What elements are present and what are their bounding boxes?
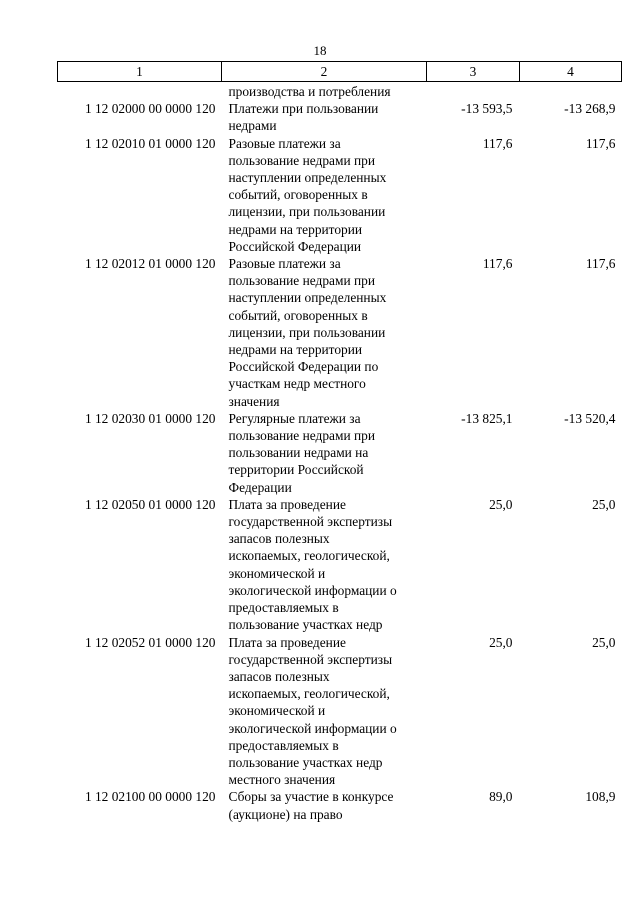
cell-name-line: производства и потребления <box>228 84 391 99</box>
cell-name-line: запасов полезных <box>228 668 330 684</box>
table-body <box>58 82 622 823</box>
cell-name-line: значения <box>228 393 280 409</box>
cell-value-4: 25,0 <box>592 496 616 512</box>
cell-code: 1 12 02000 00 0000 120 <box>84 101 216 117</box>
cell-name-line: ископаемых, геологической, <box>228 686 390 702</box>
cell-name-line: пользование недрами при <box>228 428 375 444</box>
cell-name-line: Российской Федерации <box>228 238 362 254</box>
cell-code <box>58 82 222 101</box>
cell-name-line: пользование недрами при <box>228 152 375 168</box>
cell-code: 1 12 02030 01 0000 120 <box>84 410 216 426</box>
cell-name <box>222 496 427 634</box>
cell-code: 1 12 02052 01 0000 120 <box>84 634 216 650</box>
column-header-3: 3 <box>427 62 520 82</box>
cell-name-line: экологической информации о <box>228 582 397 598</box>
cell-name-line: Регулярные платежи за <box>228 410 361 426</box>
cell-name-line: (аукционе) на право <box>228 806 343 822</box>
cell-value-3: 117,6 <box>482 256 513 272</box>
column-header-4: 4 <box>520 62 622 82</box>
continuation-row <box>58 82 622 101</box>
cell-value-3: -13 825,1 <box>461 410 513 426</box>
cell-name-line: государственной экспертизы <box>228 651 393 667</box>
cell-name-line: пользование участках недр <box>228 617 383 633</box>
cell-name-line: лицензии, при пользовании <box>228 204 386 220</box>
table-row <box>58 788 622 822</box>
cell-name-line: Разовые платежи за <box>228 135 341 151</box>
cell-value-4: -13 520,4 <box>564 410 616 426</box>
cell-value-4: -13 268,9 <box>564 101 616 117</box>
cell-value-3: 89,0 <box>489 789 513 805</box>
table-row <box>58 135 622 255</box>
cell-name <box>222 255 427 410</box>
cell-name <box>222 788 427 822</box>
cell-name-line: Платежи при пользовании <box>228 101 379 117</box>
cell-value-4 <box>520 82 622 101</box>
cell-name-line: наступлении определенных <box>228 290 387 306</box>
cell-name-line: Сборы за участие в конкурсе <box>228 789 394 805</box>
cell-name-line: ископаемых, геологической, <box>228 548 390 564</box>
cell-value-4: 25,0 <box>592 634 616 650</box>
cell-name-line: Плата за проведение <box>228 496 346 512</box>
cell-name <box>222 410 427 496</box>
cell-value-4: 117,6 <box>585 256 616 272</box>
cell-name-line: Федерации <box>228 479 292 495</box>
cell-name-line: предоставляемых в <box>228 600 339 616</box>
table-header-row <box>58 62 622 82</box>
cell-code: 1 12 02010 01 0000 120 <box>84 135 216 151</box>
cell-name <box>222 100 427 134</box>
cell-code: 1 12 02100 00 0000 120 <box>84 789 216 805</box>
cell-name-line: пользование недрами при <box>228 273 375 289</box>
page-number: 18 <box>313 43 327 58</box>
cell-name-line: недрами <box>228 118 277 134</box>
cell-name-line: экологической информации о <box>228 720 397 736</box>
cell-name-line: местного значения <box>228 772 336 788</box>
cell-name-line: запасов полезных <box>228 531 330 547</box>
cell-name-line: предоставляемых в <box>228 737 339 753</box>
cell-name-line: территории Российской <box>228 462 364 478</box>
table-row <box>58 410 622 496</box>
table-row <box>58 496 622 634</box>
cell-name <box>222 135 427 255</box>
cell-value-3: -13 593,5 <box>461 101 513 117</box>
column-header-1: 1 <box>58 62 222 82</box>
cell-name-line: наступлении определенных <box>228 170 387 186</box>
cell-name-line: недрами на территории <box>228 221 363 237</box>
cell-name-line: экономической и <box>228 565 326 581</box>
cell-name-line: лицензии, при пользовании <box>228 324 386 340</box>
cell-name-line: Российской Федерации по <box>228 359 379 375</box>
cell-value-4: 117,6 <box>585 135 616 151</box>
cell-value-3: 117,6 <box>482 135 513 151</box>
cell-code: 1 12 02050 01 0000 120 <box>84 496 216 512</box>
table-row <box>58 100 622 134</box>
cell-name-line: участкам недр местного <box>228 376 366 392</box>
cell-name-line: Плата за проведение <box>228 634 346 650</box>
cell-name-line: экономической и <box>228 703 326 719</box>
cell-name-line: государственной экспертизы <box>228 514 393 530</box>
cell-name-line: пользование участках недр <box>228 754 383 770</box>
cell-name <box>222 82 427 101</box>
cell-code: 1 12 02012 01 0000 120 <box>84 256 216 272</box>
cell-name-line: недрами на территории <box>228 342 363 358</box>
table-header <box>58 62 622 82</box>
cell-name-line: Разовые платежи за <box>228 256 341 272</box>
column-header-2: 2 <box>222 62 427 82</box>
cell-name-line: событий, оговоренных в <box>228 307 368 323</box>
cell-name-line: событий, оговоренных в <box>228 187 368 203</box>
table-row <box>58 255 622 410</box>
cell-value-3: 25,0 <box>489 634 513 650</box>
budget-table <box>57 61 622 823</box>
cell-value-4: 108,9 <box>585 789 616 805</box>
cell-name <box>222 634 427 789</box>
table-row <box>58 634 622 789</box>
cell-value-3 <box>427 82 520 101</box>
cell-value-3: 25,0 <box>489 496 513 512</box>
cell-name-line: пользовании недрами на <box>228 445 369 461</box>
